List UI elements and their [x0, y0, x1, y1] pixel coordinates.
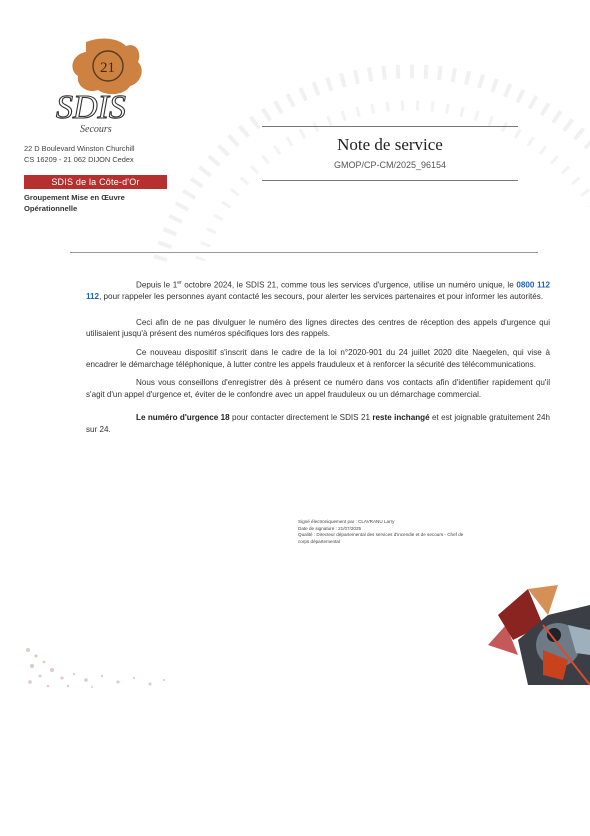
- paragraph-1: Depuis le 1er octobre 2024, le SDIS 21, comme tous les services d'urgence, utilise un numéro unique, le 0800 112 112, pour rappeler les personnes ayant contacté les secours, pour alerter les services partenaires et pour informer les autorités.: [86, 280, 551, 302]
- paragraph-5: Le numéro d'urgence 18 pour contacter directement le SDIS 21 reste inchangé et est joignable gratuitement 24h sur 24.: [86, 413, 550, 435]
- paragraph-3: Ce nouveau dispositif s'inscrit dans le cadre de la loi n°2020-901 du 24 juillet 2020 dite Naegelen, qui vise à encadrer le démarchage téléphonique, à lutter contre les appels frauduleux et à renforcer la sécurité des télécommunications.: [86, 348, 550, 369]
- address-line-2: CS 16209 - 21 062 DIJON Cedex: [24, 155, 134, 164]
- sdis-logo: [46, 36, 176, 136]
- group-line-1: Groupement Mise en Œuvre: [24, 193, 125, 202]
- logo-subtitle: Secours: [80, 124, 112, 135]
- title-rule-bottom: [262, 180, 518, 181]
- title-rule-top: [262, 126, 518, 127]
- paragraph-2: Ceci afin de ne pas divulguer le numéro des lignes directes des centres de réception des appels d'urgence qui utilisaient jusqu'à présent des numéros spécifiques lors des rappels.: [86, 317, 550, 339]
- header-divider: [70, 252, 538, 253]
- signature-line: Date de signature : 21/07/2025: [298, 525, 362, 531]
- signature-line: corps départemental: [298, 538, 340, 544]
- document-title: Note de service: [337, 135, 443, 154]
- decorative-dot-pattern: [22, 640, 172, 690]
- group-name: [24, 193, 184, 214]
- address-block: [24, 143, 135, 165]
- department-banner: SDIS de la Côte-d'Or: [24, 175, 167, 189]
- electronic-signature: [298, 519, 528, 545]
- signature-line: Qualité : Directeur départemental des services d'incendie et de secours - Chef de: [298, 532, 464, 538]
- logo-number: 21: [100, 60, 115, 76]
- callback-number: 0800 112 112: [86, 280, 551, 302]
- logo-wordmark: SDIS: [56, 89, 126, 126]
- paragraph-4: Nous vous conseillons d'enregistrer dès à présent ce numéro dans vos contacts afin d'identifier rapidement qu'il s'agit d'un appel d'urgence et, éviter de le confondre avec un appel frauduleux ou un démarchage commercial.: [86, 378, 550, 399]
- document-body: [86, 278, 550, 443]
- document-reference: GMOP/CP-CM/2025_96154: [333, 160, 447, 170]
- firefighter-photo-mosaic: [488, 585, 590, 685]
- group-line-2: Opérationnelle: [24, 203, 78, 213]
- signature-line: Signé électroniquement par : CLAVRANU Larry: [298, 519, 395, 524]
- address-line-1: 22 D Boulevard Winston Churchill: [24, 144, 135, 153]
